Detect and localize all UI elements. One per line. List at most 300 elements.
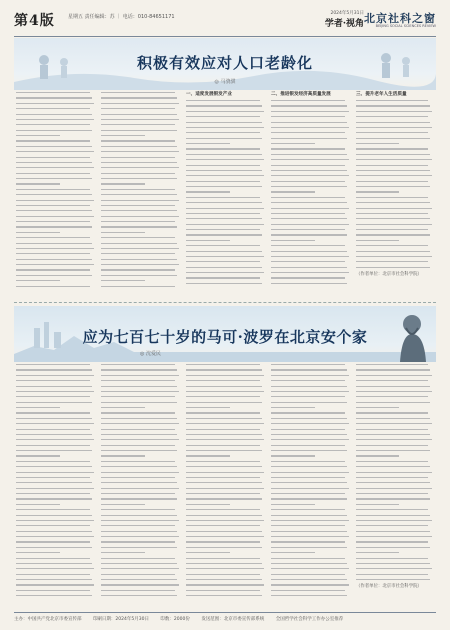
text-line [16, 423, 94, 424]
text-line [356, 445, 428, 446]
text-line [186, 154, 262, 155]
text-line [101, 504, 145, 505]
text-line [271, 283, 347, 284]
text-line [271, 391, 349, 392]
text-line [356, 418, 430, 419]
text-line [356, 574, 428, 575]
text-line [16, 536, 94, 537]
text-line [356, 450, 430, 451]
text-line [101, 232, 145, 233]
text-line [16, 237, 90, 238]
text-line [186, 423, 264, 424]
text-line [271, 386, 347, 387]
text-line [186, 261, 260, 262]
text-line [101, 253, 175, 254]
text-line [16, 402, 92, 403]
text-line [186, 170, 262, 171]
text-line [101, 210, 177, 211]
text-line [186, 477, 260, 478]
text-line [271, 380, 345, 381]
text-line [186, 412, 260, 413]
text-line [101, 584, 179, 585]
text-line [101, 189, 175, 190]
text-line [186, 283, 262, 284]
text-line [101, 412, 175, 413]
text-line [271, 531, 347, 532]
article1-title: 积极有效应对人口老龄化 [136, 54, 313, 72]
text-line [186, 256, 264, 257]
text-line [271, 568, 349, 569]
text-line [271, 547, 347, 548]
text-line [101, 482, 177, 483]
text-line [186, 584, 264, 585]
text-line [356, 536, 432, 537]
text-line [356, 558, 428, 559]
text-line [16, 488, 94, 489]
text-line [356, 477, 428, 478]
text-line [16, 189, 90, 190]
text-line [16, 558, 90, 559]
text-line [186, 175, 264, 176]
text-line [16, 595, 92, 596]
text-line [186, 251, 262, 252]
text-line [271, 461, 345, 462]
text-line [186, 229, 260, 230]
text-line [16, 275, 92, 276]
footer-item: 主办：中国共产党北京市委宣传部 [14, 617, 82, 622]
text-line [356, 261, 428, 262]
text-line [101, 119, 179, 120]
text-line [186, 455, 230, 456]
text-line [186, 434, 262, 435]
text-line [186, 202, 262, 203]
text-line [356, 267, 430, 268]
text-line [16, 140, 90, 141]
text-line [186, 127, 264, 128]
article1-col1 [16, 92, 96, 291]
text-line [271, 439, 349, 440]
text-line [186, 208, 264, 209]
text-line [271, 111, 349, 112]
text-line [356, 224, 432, 225]
text-line [186, 520, 264, 521]
text-line [186, 472, 264, 473]
text-line [186, 466, 262, 467]
text-line [101, 108, 175, 109]
text-line [271, 191, 315, 192]
text-line [356, 429, 428, 430]
text-line [16, 439, 94, 440]
text-line [271, 256, 349, 257]
text-line [101, 595, 177, 596]
text-line [101, 396, 175, 397]
text-line [356, 111, 432, 112]
text-line [16, 531, 92, 532]
text-line [271, 520, 349, 521]
text-line [16, 216, 94, 217]
text-line [271, 277, 345, 278]
text-line [356, 143, 399, 144]
text-line [101, 574, 175, 575]
text-line [16, 547, 92, 548]
text-line [271, 240, 315, 241]
text-line [186, 100, 260, 101]
text-line [271, 525, 345, 526]
text-line [186, 493, 260, 494]
text-line [16, 114, 92, 115]
text-line [356, 402, 430, 403]
text-line [101, 525, 175, 526]
text-line [101, 429, 175, 430]
text-line [356, 520, 432, 521]
text-line [16, 590, 90, 591]
text-line [16, 482, 92, 483]
text-line [101, 205, 175, 206]
text-line [101, 237, 175, 238]
text-line [271, 202, 347, 203]
text-line [16, 243, 92, 244]
text-line [271, 170, 347, 171]
text-line [16, 183, 60, 184]
text-line [271, 197, 345, 198]
subhead: 二、推进银发经济高质量发展 [271, 92, 331, 97]
text-line [16, 280, 60, 281]
text-line [101, 488, 179, 489]
text-line [101, 461, 175, 462]
text-line [356, 423, 432, 424]
text-line [271, 477, 345, 478]
text-line [16, 386, 92, 387]
text-line [101, 103, 179, 104]
text-line [186, 386, 262, 387]
text-line [186, 579, 262, 580]
text-line [186, 213, 260, 214]
text-line [101, 264, 179, 265]
text-line [356, 515, 430, 516]
text-line [271, 584, 349, 585]
text-line [356, 509, 428, 510]
text-line [16, 563, 92, 564]
text-line [101, 286, 175, 287]
text-line [271, 563, 347, 564]
article1-col5 [356, 92, 434, 278]
text-line [186, 488, 264, 489]
text-line [16, 253, 90, 254]
text-line [271, 402, 347, 403]
text-line [271, 272, 349, 273]
text-line [356, 525, 428, 526]
text-line [271, 429, 345, 430]
text-line [271, 165, 345, 166]
text-line [271, 267, 347, 268]
text-line [186, 224, 264, 225]
article2-col5 [356, 364, 434, 590]
text-line [101, 167, 179, 168]
article2-author: ◎ 沈爱民 [140, 351, 161, 357]
text-line [16, 259, 92, 260]
text-line [16, 455, 60, 456]
article1-col4 [271, 92, 351, 288]
text-line [356, 148, 428, 149]
text-line [186, 380, 260, 381]
text-line [186, 122, 262, 123]
text-line [16, 264, 94, 265]
text-line [186, 450, 262, 451]
text-line [356, 132, 428, 133]
text-line [356, 391, 432, 392]
text-line [186, 181, 260, 182]
text-line [356, 488, 432, 489]
text-line [101, 520, 179, 521]
text-line [16, 194, 92, 195]
text-line [16, 108, 90, 109]
text-line [16, 493, 90, 494]
text-line [101, 498, 177, 499]
text-line [16, 97, 92, 98]
text-line [186, 574, 260, 575]
text-line [271, 552, 315, 553]
text-line [271, 245, 345, 246]
text-line [186, 429, 260, 430]
page-number: 第4版 [14, 13, 55, 29]
text-line [16, 221, 90, 222]
text-line [186, 509, 260, 510]
text-line [271, 218, 347, 219]
article1-col3 [186, 92, 266, 288]
text-line [101, 536, 179, 537]
text-line [186, 504, 230, 505]
text-line [101, 248, 179, 249]
text-line [271, 181, 345, 182]
text-line [356, 380, 428, 381]
text-line [271, 445, 345, 446]
text-line [16, 92, 90, 93]
text-line [101, 455, 145, 456]
text-line [186, 439, 264, 440]
text-line [356, 170, 430, 171]
text-line [101, 369, 177, 370]
text-line [16, 286, 90, 287]
subhead: 三、提升老年人生活质量 [356, 92, 407, 97]
text-line [271, 208, 349, 209]
author-affiliation: （作者单位：北京市社会科学院） [356, 272, 422, 277]
text-line [16, 552, 60, 553]
text-line [356, 122, 430, 123]
text-line [101, 375, 179, 376]
text-line [16, 124, 90, 125]
text-line [16, 369, 92, 370]
text-line [356, 213, 428, 214]
text-line [271, 472, 349, 473]
text-line [101, 280, 145, 281]
text-line [16, 579, 92, 580]
text-line [186, 552, 230, 553]
text-line [271, 213, 345, 214]
text-line [101, 531, 177, 532]
text-line [101, 568, 179, 569]
text-line [356, 466, 430, 467]
text-line [16, 248, 94, 249]
text-line [356, 568, 432, 569]
text-line [101, 558, 175, 559]
footer-item: 全国哲学社会科学工作办公室推荐 [275, 617, 344, 622]
text-line [356, 386, 430, 387]
text-line [101, 547, 177, 548]
text-line [356, 165, 428, 166]
text-line [356, 547, 430, 548]
text-line [271, 541, 345, 542]
text-line [16, 167, 94, 168]
text-line [186, 498, 262, 499]
text-line [271, 132, 345, 133]
text-line [16, 525, 90, 526]
text-line [271, 488, 349, 489]
text-line [271, 412, 345, 413]
text-line [101, 146, 177, 147]
text-line [101, 92, 175, 93]
author-affiliation: （作者单位：北京市社会科学院） [356, 584, 422, 590]
text-line [356, 191, 399, 192]
text-line [186, 396, 260, 397]
text-line [101, 563, 177, 564]
text-line [271, 369, 347, 370]
text-line [101, 269, 175, 270]
text-line [101, 391, 179, 392]
text-line [101, 380, 175, 381]
text-line [271, 509, 345, 510]
text-line [16, 232, 60, 233]
text-line [16, 380, 90, 381]
text-line [186, 191, 230, 192]
text-line [101, 364, 175, 365]
text-line [356, 138, 430, 139]
text-line [16, 375, 94, 376]
text-line [101, 552, 145, 553]
text-line [356, 100, 428, 101]
text-line [186, 461, 260, 462]
text-line [101, 151, 179, 152]
page-header [14, 10, 436, 34]
text-line [101, 221, 175, 222]
text-line [271, 154, 347, 155]
text-line [271, 122, 347, 123]
text-line [186, 563, 262, 564]
text-line [101, 407, 145, 408]
text-line [101, 162, 177, 163]
text-line [356, 208, 432, 209]
text-line [271, 186, 347, 187]
text-line [356, 127, 432, 128]
text-line [271, 143, 315, 144]
text-line [16, 200, 94, 201]
text-line [271, 434, 347, 435]
text-line [16, 434, 92, 435]
text-line [356, 197, 428, 198]
text-line [186, 418, 262, 419]
text-line [356, 504, 399, 505]
text-line [186, 364, 260, 365]
text-line [271, 396, 345, 397]
text-line [16, 445, 90, 446]
text-line [101, 226, 177, 227]
text-line [356, 552, 399, 553]
text-line [271, 493, 345, 494]
text-line [356, 116, 428, 117]
text-line [356, 531, 430, 532]
text-line [101, 579, 177, 580]
text-line [101, 135, 145, 136]
text-line [16, 391, 94, 392]
article2-col3 [186, 364, 266, 601]
text-line [101, 445, 175, 446]
text-line [101, 423, 179, 424]
text-line [101, 472, 179, 473]
text-line [16, 135, 60, 136]
text-line [356, 498, 430, 499]
text-line [101, 114, 177, 115]
text-line [101, 130, 177, 131]
text-line [186, 369, 262, 370]
text-line [186, 595, 262, 596]
text-line [186, 240, 230, 241]
text-line [356, 472, 432, 473]
text-line [186, 590, 260, 591]
text-line [356, 245, 428, 246]
text-line [16, 472, 94, 473]
text-line [186, 165, 260, 166]
text-line [271, 455, 315, 456]
article1-col2 [101, 92, 181, 291]
text-line [101, 259, 177, 260]
text-line [16, 477, 90, 478]
text-line [16, 269, 90, 270]
text-line [356, 375, 432, 376]
text-line [356, 229, 428, 230]
text-line [356, 234, 430, 235]
text-line [271, 407, 315, 408]
text-line [271, 590, 345, 591]
text-line [356, 396, 428, 397]
text-line [186, 116, 260, 117]
text-line [101, 178, 177, 179]
text-line [356, 461, 428, 462]
text-line [271, 498, 347, 499]
article2-col1 [16, 364, 96, 601]
text-line [16, 103, 94, 104]
issue-date: 2024年5月31日 [330, 11, 364, 16]
text-line [271, 450, 347, 451]
footer-item: 印刷日期：2024年5月30日 [92, 617, 149, 622]
text-line [16, 157, 90, 158]
text-line [186, 536, 264, 537]
text-line [271, 579, 347, 580]
text-line [101, 183, 145, 184]
text-line [16, 498, 92, 499]
text-line [101, 386, 177, 387]
text-line [186, 402, 262, 403]
text-line [356, 541, 428, 542]
text-line [16, 450, 92, 451]
article2-col4 [271, 364, 351, 601]
text-line [16, 205, 90, 206]
text-line [356, 181, 428, 182]
text-line [271, 536, 349, 537]
text-line [186, 197, 260, 198]
text-line [356, 159, 432, 160]
text-line [16, 151, 94, 152]
text-line [356, 218, 430, 219]
text-line [16, 226, 92, 227]
